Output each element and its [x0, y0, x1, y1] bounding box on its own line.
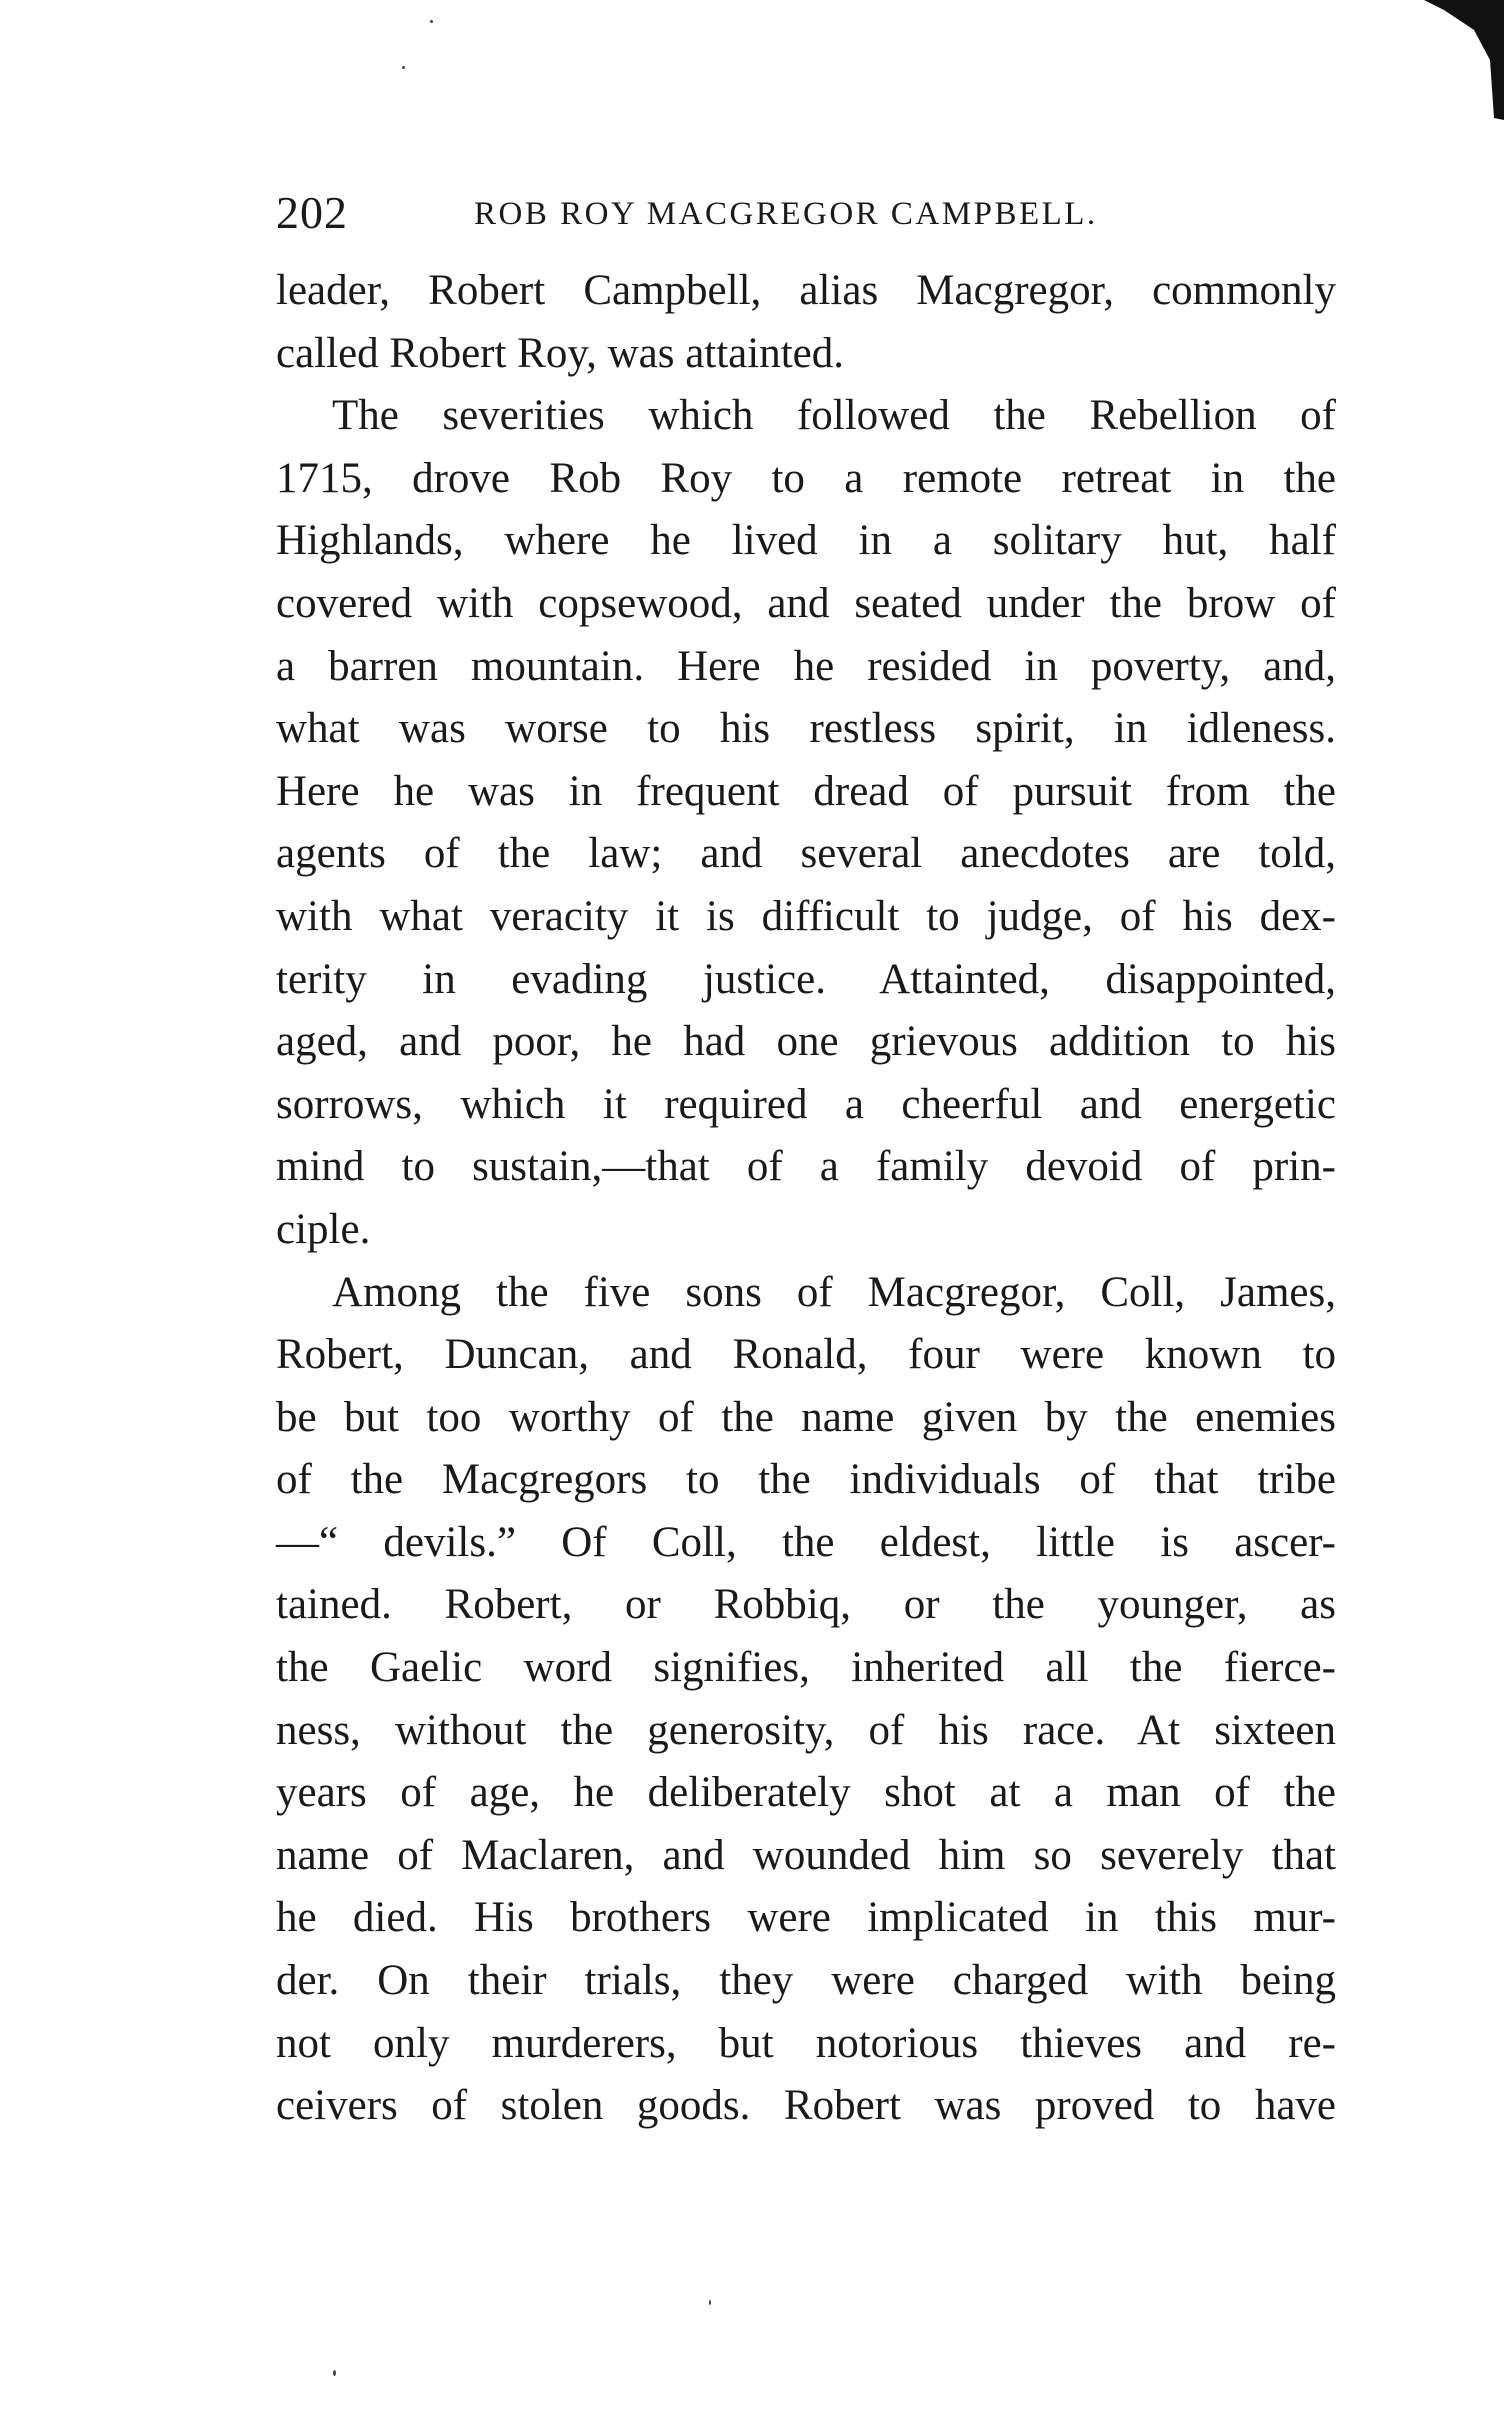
- text-line: Robert, Duncan, and Ronald, four were known to: [276, 1331, 1336, 1379]
- text-line: aged, and poor, he had one grievous addition to his: [276, 1018, 1336, 1066]
- text-line: not only murderers, but notorious thieves and re-: [276, 2019, 1336, 2067]
- text-line: name of Maclaren, and wounded him so severely that: [276, 1831, 1336, 1879]
- text-line: ceivers of stolen goods. Robert was proved to have: [276, 2082, 1336, 2130]
- paper-speck: [333, 2370, 336, 2376]
- text-line: Highlands, where he lived in a solitary hut, half: [276, 517, 1336, 565]
- text-line: mind to sustain,—that of a family devoid of prin-: [276, 1143, 1336, 1191]
- page-corner-mark: [1414, 0, 1504, 120]
- running-title: ROB ROY MACGREGOR CAMPBELL.: [474, 196, 1098, 232]
- page-header: [276, 186, 1336, 246]
- paper-speck: [709, 2300, 711, 2305]
- paper-speck: [430, 20, 433, 23]
- text-line: ness, without the generosity, of his race. At sixteen: [276, 1706, 1336, 1754]
- body-text: [276, 260, 1336, 2138]
- text-line: leader, Robert Campbell, alias Macgregor, commonly: [276, 267, 1336, 314]
- text-line: der. On their trials, they were charged with being: [276, 1957, 1336, 2005]
- text-line: terity in evading justice. Attainted, disappointed,: [276, 955, 1336, 1003]
- text-line: of the Macgregors to the individuals of that tribe: [276, 1456, 1336, 1504]
- text-line: —“ devils.” Of Coll, the eldest, little is ascer-: [276, 1518, 1336, 1566]
- text-line: he died. His brothers were implicated in this mur-: [276, 1894, 1336, 1942]
- text-line: with what veracity it is difficult to judge, of his dex-: [276, 892, 1336, 940]
- text-line: called Robert Roy, was attainted.: [276, 329, 844, 377]
- text-line: The severities which followed the Rebellion of: [332, 392, 1336, 440]
- text-line: a barren mountain. Here he resided in poverty, and,: [276, 642, 1336, 690]
- text-line: Here he was in frequent dread of pursuit from the: [276, 767, 1336, 815]
- text-line: 1715, drove Rob Roy to a remote retreat in the: [276, 454, 1336, 502]
- page-number: 202: [276, 187, 348, 238]
- text-line: what was worse to his restless spirit, in idleness.: [276, 705, 1336, 753]
- text-line: covered with copsewood, and seated under the brow of: [276, 579, 1336, 627]
- text-line: tained. Robert, or Robbiq, or the younger, as: [276, 1581, 1336, 1629]
- paper-speck: [402, 66, 405, 69]
- text-line: years of age, he deliberately shot at a man of the: [276, 1769, 1336, 1817]
- text-line: the Gaelic word signifies, inherited all the fierce-: [276, 1644, 1336, 1692]
- text-line: ciple.: [276, 1205, 371, 1253]
- text-line: Among the five sons of Macgregor, Coll, James,: [332, 1268, 1336, 1316]
- text-line: agents of the law; and several anecdotes are told,: [276, 830, 1336, 878]
- text-line: sorrows, which it required a cheerful and energetic: [276, 1080, 1336, 1128]
- text-line: be but too worthy of the name given by the enemies: [276, 1393, 1336, 1441]
